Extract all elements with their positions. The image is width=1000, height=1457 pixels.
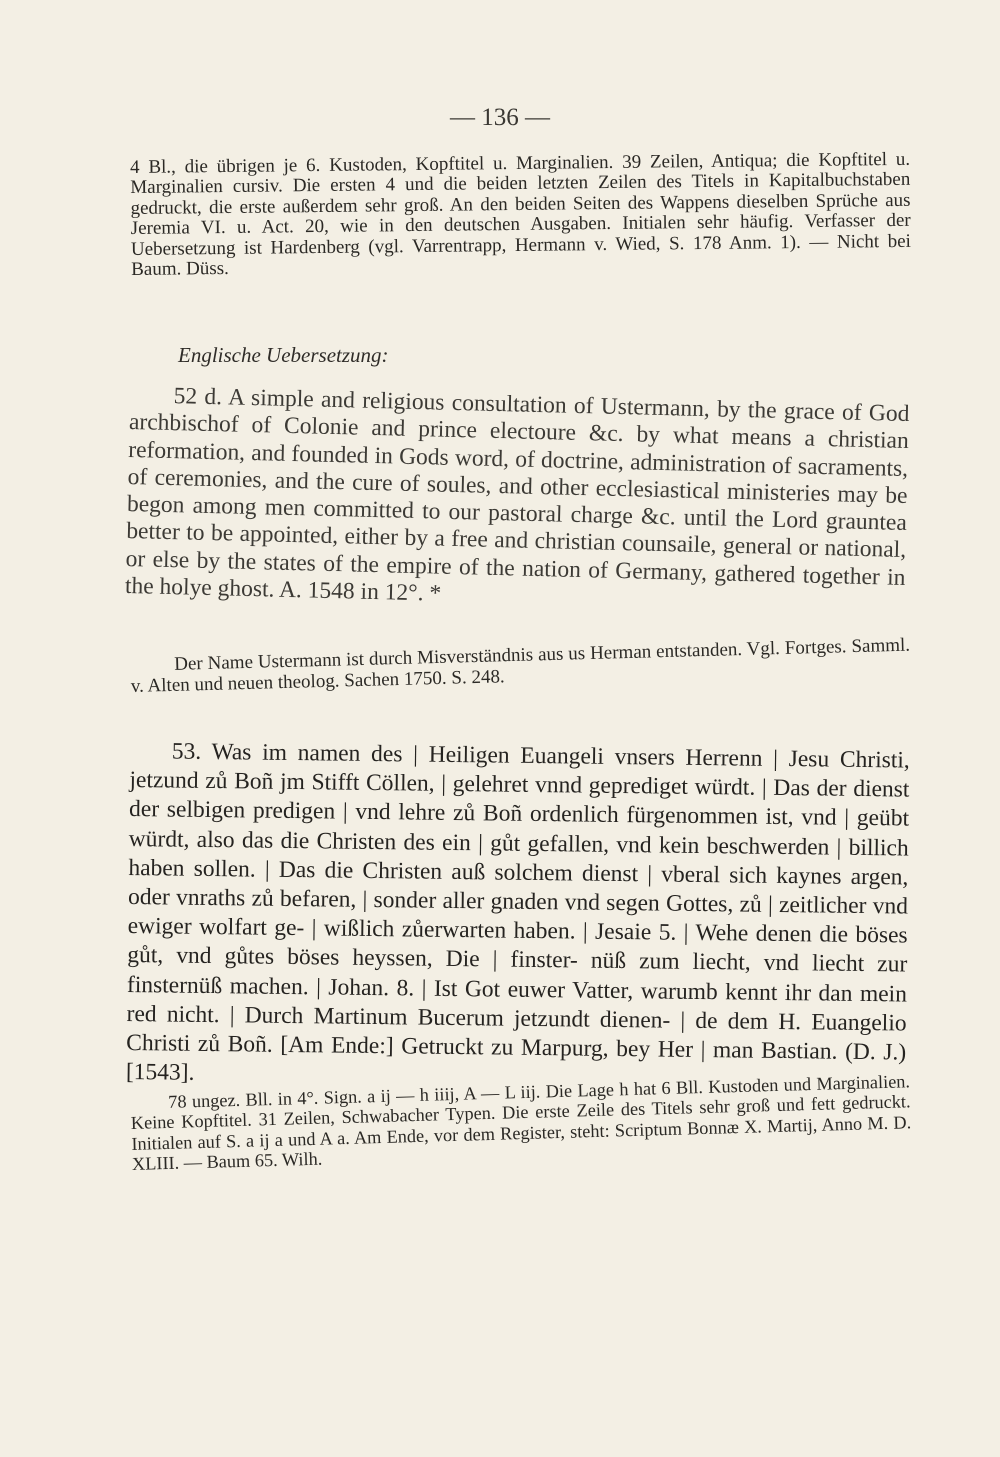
page-number: — 136 — — [450, 104, 550, 131]
entry-53-description: 78 ungez. Bll. in 4°. Sign. a ij — h iiij, A — L iij. Die Lage h hat 6 Bll. Kustoden und Marginalien. Keine Kopftitel. 31 Zeilen, Schwabacher Typen. Die erste Zeile des Titels sehr groß und fett gedruckt. Initialen auf S. a ij a und A a. Am Ende, vor dem Register, steht: Scriptum Bonnæ X. Martij, Anno M. D. XLIII. — Baum 65. Wilh. — [130, 1071, 912, 1175]
entry-53-title: 53. Was im namen des | Heiligen Euangeli vnsers Herrenn | Jesu Christi, jetzund zů Boñ jm Stifft Cöllen, | gelehret vnnd geprediget würdt. | Das der dienst der selbigen predigen | vnd lehre zů Boñ ordenlich fürgenommen ist, vnd | geübt würdt, also das die Christen des ein | gůt gefallen, vnd kein beschwerden | billich haben sollen. | Das die Christen auß solchem dienst | vberal sich kaynes argen, oder vnraths zů befaren, | sonder aller gnaden vnd segen Gottes, zů | zeitlicher vnd ewiger wolfart ge- | wißlich zůerwarten haben. | Jesaie 5. | Wehe denen die böses gůt, vnd gůtes böses heyssen, Die | finster- nüß zum liecht, vnd liecht zur finsternüß machen. | Johan. 8. | Ist Got euwer Vatter, warumb kennt ihr dan mein red nicht. | Durch Martinum Bucerum jetzundt dienen- | de dem H. Euangelio Christi zů Boñ. [Am Ende:] Getruckt zu Marpurg, bey Her | man Bastian. (D. J.) [1543]. — [125, 738, 910, 1087]
section-heading-english-translation: Englische Uebersetzung: — [178, 343, 389, 367]
entry-52c-description: 4 Bl., die übrigen je 6. Kustoden, Kopftitel u. Marginalien. 39 Zeilen, Antiqua; die Kopftitel u. Marginalien cursiv. Die ersten 4 und die beiden letzten Zeilen des Titels in Kapitalbuchstaben gedruckt, die erste außerdem sehr groß. An den beiden Seiten des Wappens dieselben Sprüche aus Jeremia VI. u. Act. 20, wie in den deutschen Ausgaben. Initialen sehr häufig. Verfasser der Uebersetzung ist Hardenberg (vgl. Varrentrapp, Hermann v. Wied, S. 178 Anm. 1). — Nicht bei Baum. Düss. — [129, 148, 912, 281]
footnote: Der Name Ustermann ist durch Misverständnis aus us Herman entstanden. Vgl. Fortges. Samml. v. Alten und neuen theolog. Sachen 1750. S. 248. — [130, 634, 911, 697]
entry-52d-text: 52 d. A simple and religious consultation of Ustermann, by the grace of God archbischof of Colonie and prince electoure &c. by what means a christian reformation, and founded in Gods word, of doctrine, administration of sacraments, of ceremonies, and the cure of soules, and other ecclesiastical ministeries may be begon among men committed to our pastoral charge &c. until the Lord grauntea better to be appointed, either by a free and christian counsaile, general or national, or else by the states of the empire of the nation of Germany, gathered together in the holye ghost. A. 1548 in 12°. * — [124, 383, 910, 607]
